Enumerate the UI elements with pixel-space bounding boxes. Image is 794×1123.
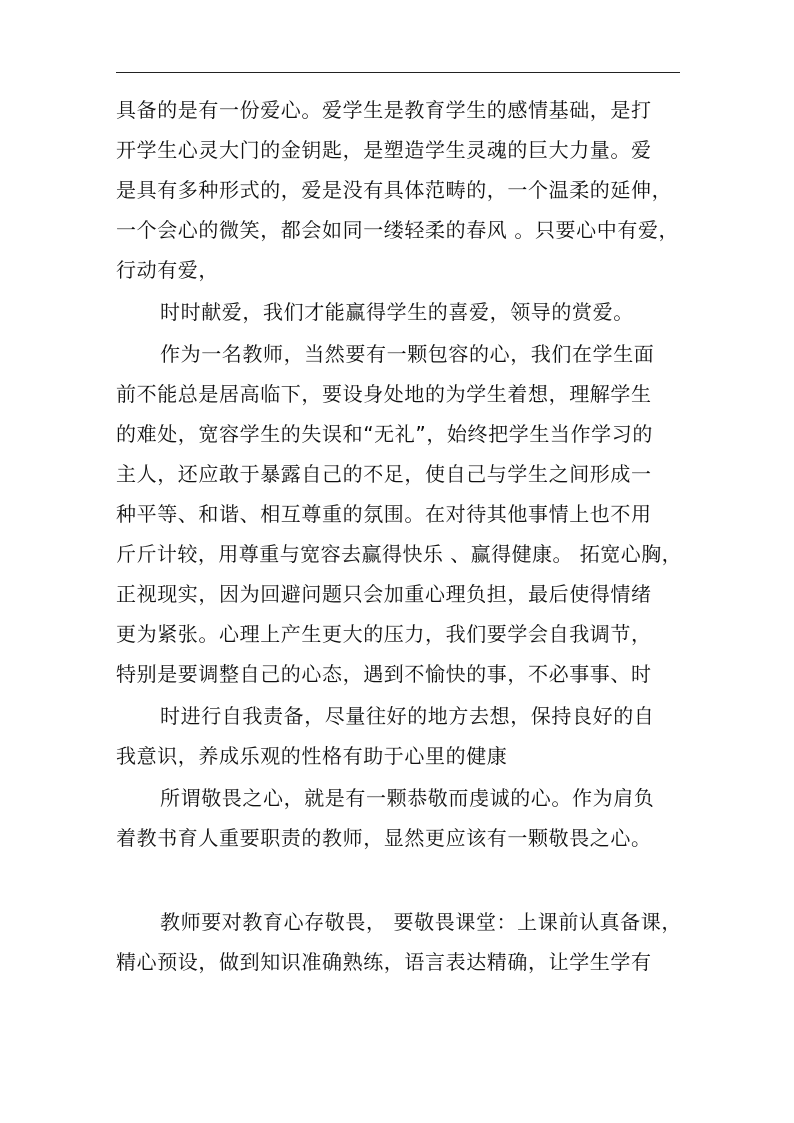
text-line: 所谓敬畏之心，就是有一颗恭敬而虔诚的心。作为肩负 (160, 786, 655, 810)
text-line: 我意识，养成乐观的性格有助于心里的健康 (116, 744, 508, 768)
text-line: 正视现实，因为回避问题只会加重心理负担，最后使得情绪 (116, 582, 652, 606)
text-line: 时进行自我责备，尽量往好的地方去想，保持良好的自 (160, 704, 655, 728)
text-line: 的难处，宽容学生的失误和“无礼”，始终把学生当作学习的 (116, 422, 653, 446)
header-rule (116, 72, 680, 73)
text-line: 着教书育人重要职责的教师，显然更应该有一颗敬畏之心。 (116, 826, 652, 850)
text-line: 是具有多种形式的，爱是没有具体范畴的，一个温柔的延伸， (116, 178, 673, 202)
text-line: 时时献爱，我们才能赢得学生的喜爱，领导的赏爱。 (160, 300, 634, 324)
text-line: 一个会心的微笑，都会如同一缕轻柔的春风 。只要心中有爱， (116, 218, 680, 242)
text-line: 具备的是有一份爱心。爱学生是教育学生的感情基础，是打 (116, 98, 652, 122)
text-line: 行动有爱， (116, 258, 219, 282)
text-line: 教师要对教育心存敬畏， 要敬畏课堂：上课前认真备课， (160, 910, 682, 934)
text-line: 作为一名教师，当然要有一颗包容的心，我们在学生面 (160, 342, 655, 366)
text-line: 特别是要调整自己的心态，遇到不愉快的事，不必事事、时 (116, 662, 652, 686)
text-line: 开学生心灵大门的金钥匙，是塑造学生灵魂的巨大力量。爱 (116, 138, 652, 162)
text-line: 精心预设，做到知识准确熟练，语言表达精确，让学生学有 (116, 950, 652, 974)
text-line: 斤斤计较，用尊重与宽容去赢得快乐 、赢得健康。 拓宽心胸， (116, 542, 683, 566)
text-line: 前不能总是居高临下，要设身处地的为学生着想，理解学生 (116, 382, 652, 406)
text-line: 种平等、和谐、相互尊重的氛围。在对待其他事情上也不用 (116, 502, 652, 526)
text-line: 主人，还应敢于暴露自己的不足，使自己与学生之间形成一 (116, 462, 652, 486)
text-line: 更为紧张。心理上产生更大的压力，我们要学会自我调节， (116, 622, 652, 646)
